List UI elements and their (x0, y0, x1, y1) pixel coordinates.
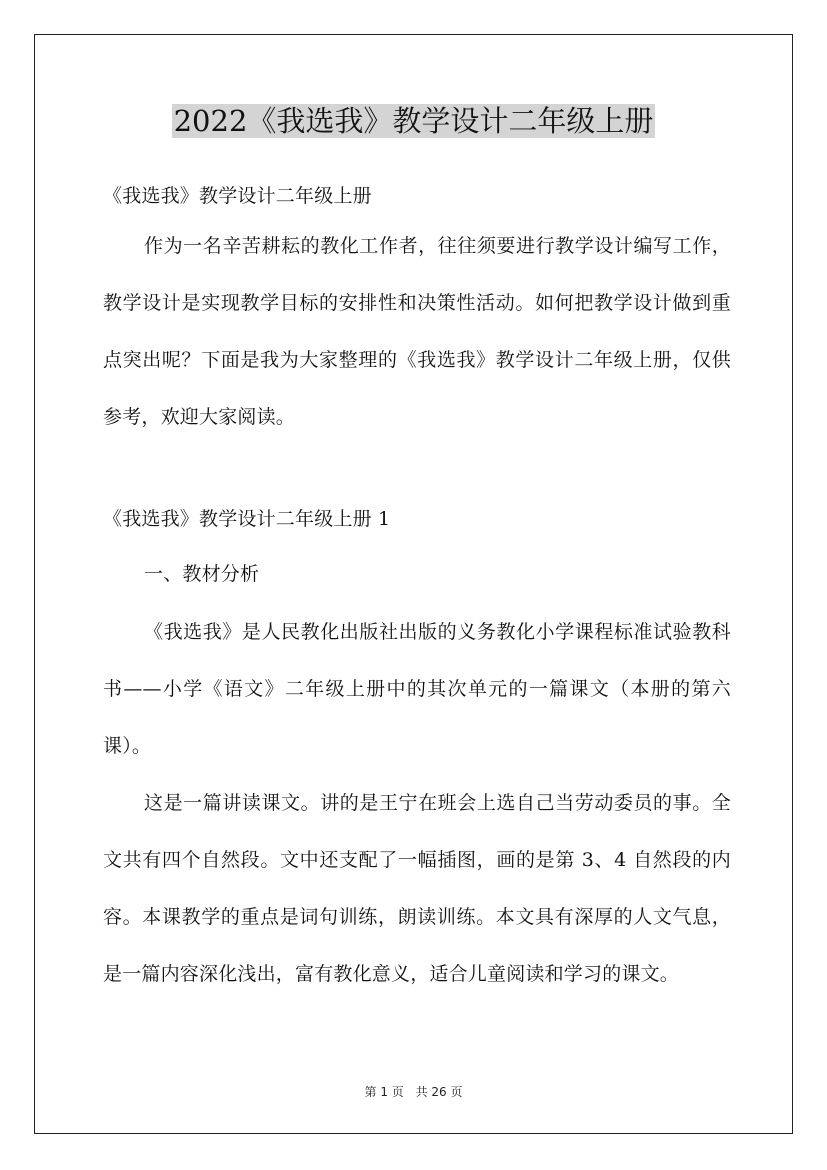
section-heading: 《我选我》教学设计二年级上册 1 (103, 508, 391, 530)
document-title-text: 2022《我选我》教学设计二年级上册 (173, 104, 654, 138)
part-heading: 一、教材分析 (144, 563, 260, 585)
body-paragraph: 这是一篇讲读课文。讲的是王宁在班会上选自己当劳动委员的事。全文共有四个自然段。文中还支配了一幅插图，画的是第 3、4 自然段的内容。本课教学的重点是词句训练，朗读训练。本文具有深厚的人文气息，是一篇内容深化浅出，富有教化意义，适合儿童阅读和学习的课文。 (103, 792, 731, 985)
body-paragraph: 《我选我》是人民教化出版社出版的义务教化小学课程标准试验教科书——小学《语文》二年级上册中的其次单元的一篇课文（本册的第六课）。 (103, 621, 731, 757)
document-title (0, 100, 827, 142)
intro-paragraph: 作为一名辛苦耕耘的教化工作者，往往须要进行教学设计编写工作，教学设计是实现教学目标的安排性和决策性活动。如何把教学设计做到重点突出呢？下面是我为大家整理的《我选我》教学设计二年级上册，仅供参考，欢迎大家阅读。 (103, 235, 731, 428)
page-number: 第 1 页 (364, 1085, 404, 1099)
page-total: 共 26 页 (415, 1085, 463, 1099)
page-footer (0, 1083, 827, 1100)
document-subtitle: 《我选我》教学设计二年级上册 (103, 185, 372, 207)
